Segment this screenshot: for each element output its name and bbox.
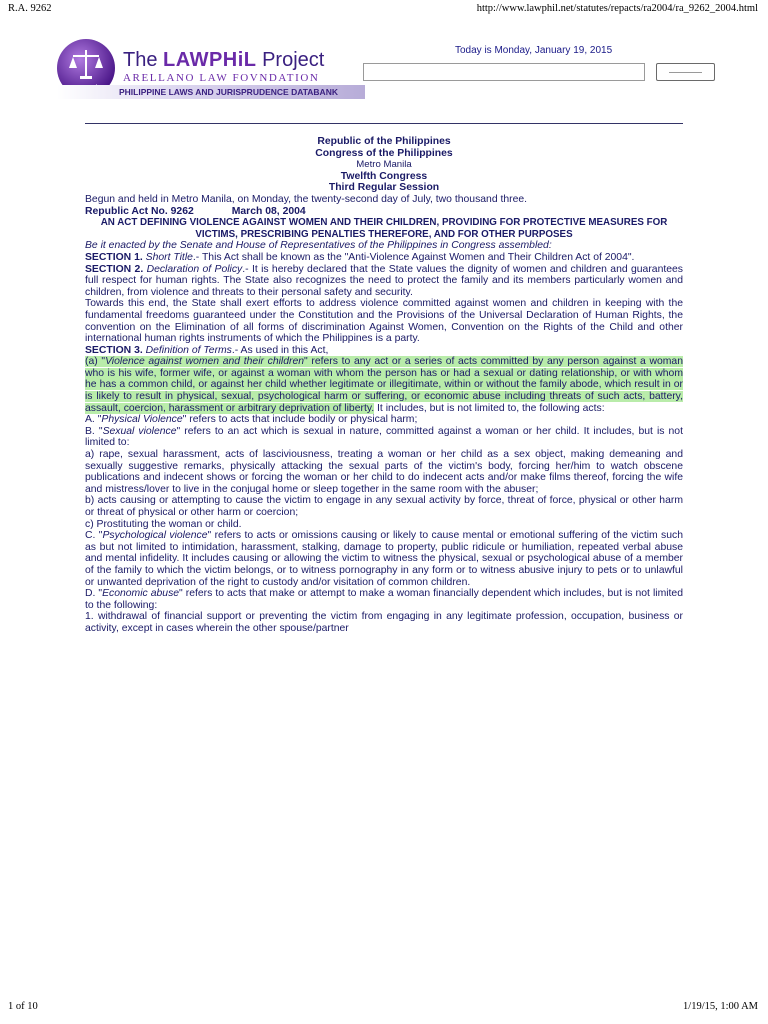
- definition-sexual-violence: B. "Sexual violence" refers to an act which is sexual in nature, committed against a woman or her child. It includes, but is not limited to:: [85, 425, 683, 449]
- section-2-paragraph-2: Towards this end, the State shall exert efforts to address violence committed against women and children in keeping with the fundamental freedoms guaranteed under the Constitution and the Provisions of the Universal Declaration of Human Rights, the convention on the Elimination of all forms of discrimination Against Women, Convention on the Rights of the Child and other international human rights instruments of which the Philippines is a party.: [85, 298, 683, 345]
- location-heading: Metro Manila: [356, 159, 412, 171]
- congress-number: Twelfth Congress: [340, 170, 428, 182]
- site-subtitle: ARELLANO LAW FOVNDATION: [123, 72, 320, 84]
- definition-physical-violence: A. "Physical Violence" refers to acts that include bodily or physical harm;: [85, 414, 418, 426]
- act-title: AN ACT DEFINING VIOLENCE AGAINST WOMEN AND THEIR CHILDREN, PROVIDING FOR PROTECTIVE MEASURES FOR VICTIMS, PRESCRIBING PENALTIES THEREFORE, AND FOR OTHER PURPOSES: [100, 217, 668, 240]
- document-body: [85, 136, 683, 635]
- republic-heading: Republic of the Philippines: [317, 136, 451, 147]
- header-divider: [85, 123, 683, 124]
- sexual-violence-a: a) rape, sexual harassment, acts of lasciviousness, treating a woman or her child as a sex object, making demeaning and sexually suggestive remarks, physically attacking the sexual parts of the victim's body, forcing her/him to watch obscene publications and indecent shows or forcing the woman or her child to do indecent acts and/or make films thereof, forcing the wife and mistress/lover to live in the conjugal home or sleep together in the same room with the abuser;: [85, 449, 683, 495]
- page-count: 1 of 10: [8, 1001, 38, 1012]
- section-3: SECTION 3. Definition of Terms.- As used in this Act,: [85, 344, 329, 356]
- session-heading: Third Regular Session: [328, 182, 440, 194]
- section-1: SECTION 1. Short Title.- This Act shall be known as the "Anti-Violence Against Women and Their Children Act of 2004".: [85, 251, 635, 263]
- today-date: Today is Monday, January 19, 2015: [455, 45, 613, 56]
- ra-number: Republic Act No. 9262: [85, 205, 194, 217]
- print-header-title: R.A. 9262: [8, 3, 52, 14]
- site-title: The LAWPHiL Project: [123, 49, 325, 71]
- sexual-violence-c: c) Prostituting the woman or child.: [85, 518, 242, 530]
- section-2: SECTION 2. Declaration of Policy.- It is hereby declared that the State values the dignity of women and children and guarantees full respect for human rights. The State also recognizes the need to protect the family and its members particularly women and children, from violence and threats to their personal safety and security.: [85, 263, 683, 298]
- definition-psychological-violence: C. "Psychological violence" refers to acts or omissions causing or likely to cause mental or emotional suffering of the victim such as but not limited to intimidation, harassment, stalking, damage to property, public ridicule or humiliation, repeated verbal abuse and mental infidelity. It includes causing or allowing the victim to witness the physical, sexual or psychological abuse of a member of the family to which the victim belongs, or to witness pornography in any form or to witness abusive injury to pets or to unlawful or unwanted deprivation of the right to custody and/or visitation of common children.: [85, 530, 683, 588]
- congress-heading: Congress of the Philippines: [315, 147, 453, 159]
- enacting-clause: Be it enacted by the Senate and House of Representatives of the Philippines in Congress assembled:: [85, 240, 552, 252]
- ra-date: March 08, 2004: [231, 205, 306, 217]
- search-button[interactable]: [656, 63, 715, 81]
- print-header-url: http://www.lawphil.net/statutes/repacts/ra2004/ra_9262_2004.html: [476, 3, 758, 14]
- ra-line: [85, 206, 683, 218]
- search-input[interactable]: [363, 63, 645, 81]
- site-logo[interactable]: [53, 38, 365, 102]
- definition-economic-abuse: D. "Economic abuse" refers to acts that make or attempt to make a woman financially dependent which includes, but is not limited to the following:: [85, 588, 683, 611]
- print-timestamp: 1/19/15, 1:00 AM: [683, 1001, 758, 1012]
- economic-abuse-1: 1. withdrawal of financial support or preventing the victim from engaging in any legitimate profession, occupation, business or activity, except in cases wherein the other spouse/partner: [85, 611, 683, 634]
- intro-paragraph: Begun and held in Metro Manila, on Monday, the twenty-second day of July, two thousand three.: [85, 193, 528, 205]
- definition-a: (a) "Violence against women and their children" refers to any act or a series of acts committed by any person against a woman who is his wife, former wife, or against a woman with whom the person has or had a sexual or dating relationship, or with whom he has a common child, or against her child whether legitimate or illegitimate, within or without the family abode, which result in or is likely to result in physical, sexual, psychological harm or suffering, or economic abuse including threats of such acts, battery, assault, coercion, harassment or arbitrary deprivation of liberty. It includes, but is not limited to, the following acts:: [85, 356, 683, 414]
- site-tagline: PHILIPPINE LAWS AND JURISPRUDENCE DATABANK: [57, 85, 365, 99]
- sexual-violence-b: b) acts causing or attempting to cause the victim to engage in any sexual activity by force, threat of force, physical or other harm or threat of physical or other harm or coercion;: [85, 495, 683, 518]
